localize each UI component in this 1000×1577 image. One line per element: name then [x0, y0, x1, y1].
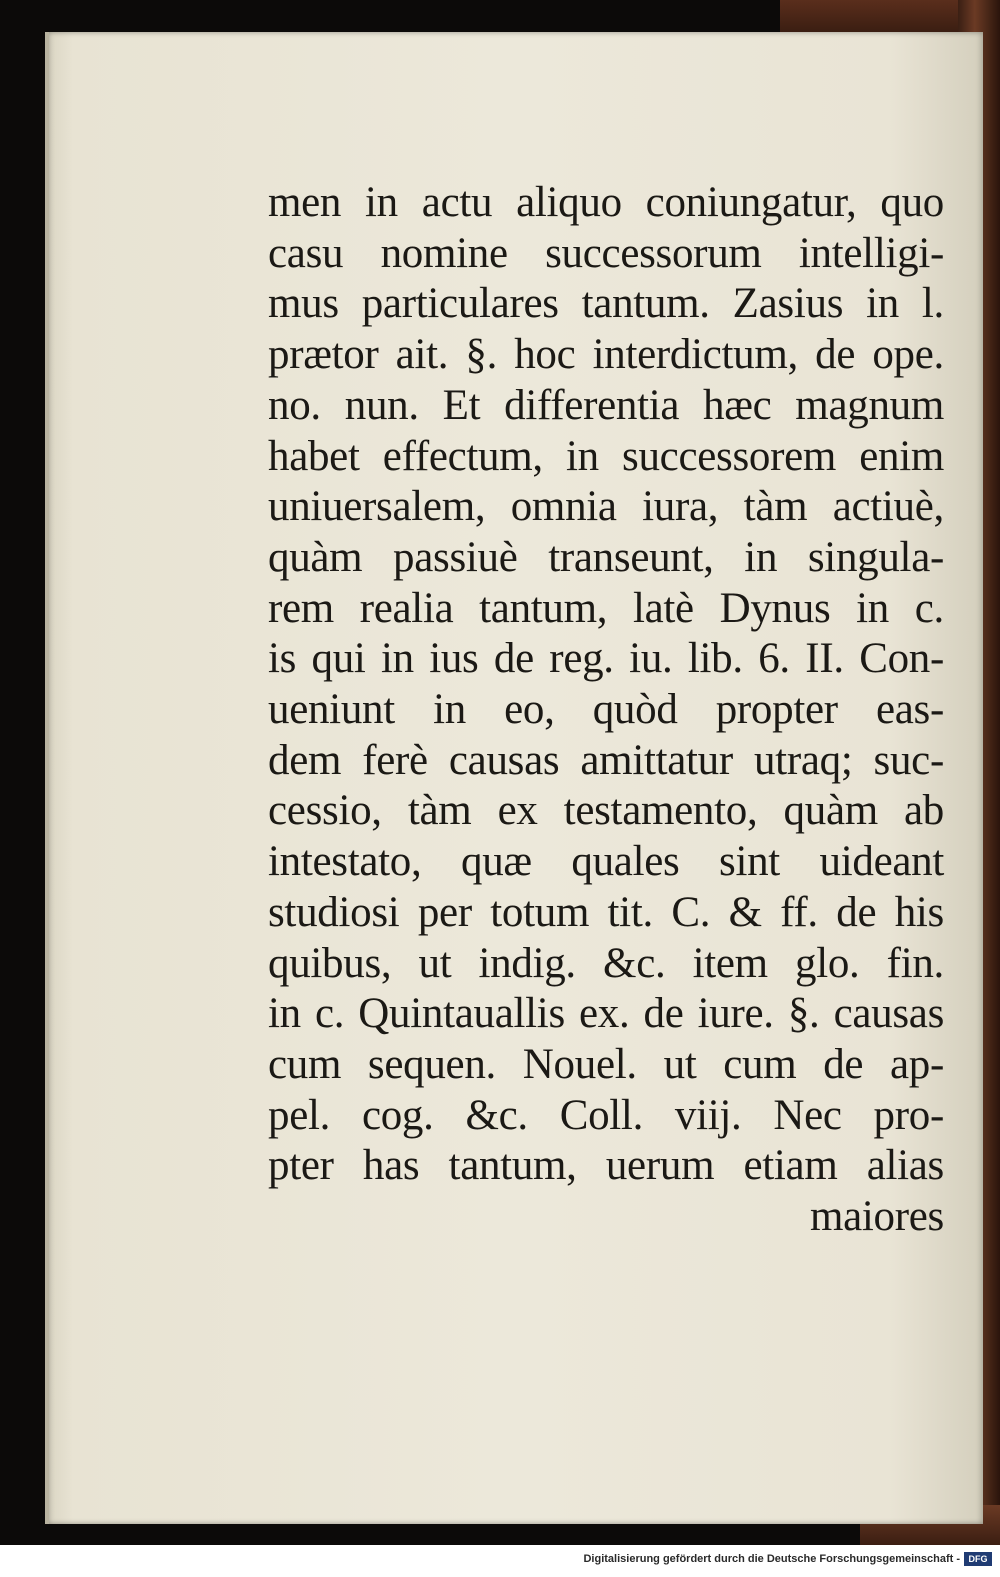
- text-line: prætor ait. §. hoc interdictum, de ope.: [268, 331, 944, 379]
- text-line: uniuersalem, omnia iura, tàm actiuè,: [268, 483, 944, 531]
- text-line: cum sequen. Nouel. ut cum de ap-: [268, 1040, 944, 1088]
- text-line: pel. cog. &c. Coll. viij. Nec pro-: [268, 1091, 944, 1139]
- text-line: rem realia tantum, latè Dynus in c.: [268, 584, 944, 632]
- text-line: pter has tantum, uerum etiam alias: [268, 1142, 944, 1190]
- text-line: is qui in ius de reg. iu. lib. 6. II. Con-: [268, 635, 944, 683]
- digitization-footer: [0, 1545, 1000, 1577]
- text-line: quàm passiuè transeunt, in singula-: [268, 533, 944, 581]
- text-line: ueniunt in eo, quòd propter eas-: [268, 686, 944, 734]
- text-line: intestato, quæ quales sint uideant: [268, 838, 944, 886]
- text-line: men in actu aliquo coniungatur, quo: [268, 179, 944, 226]
- page-edge: [45, 32, 49, 1524]
- text-line: cessio, tàm ex testamento, quàm ab: [268, 787, 944, 835]
- text-line: casu nomine successorum intelligi-: [268, 229, 944, 277]
- funding-credit: Digitalisierung gefördert durch die Deutsche Forschungsgemeinschaft -: [583, 1553, 960, 1565]
- text-line: quibus, ut indig. &c. item glo. fin.: [268, 939, 944, 987]
- text-line: habet effectum, in successorem enim: [268, 432, 944, 480]
- text-line: mus particulares tantum. Zasius in l.: [268, 280, 944, 328]
- text-line: no. nun. Et differentia hæc magnum: [268, 381, 944, 429]
- text-line: in c. Quintauallis ex. de iure. §. causas: [268, 990, 944, 1038]
- main-text-block: [268, 178, 948, 1243]
- text-line: dem ferè causas amittatur utraq; suc-: [268, 736, 944, 784]
- catchword: maiores: [809, 1193, 944, 1241]
- text-line: studiosi per totum tit. C. & ff. de his: [268, 888, 944, 936]
- dfg-logo: DFG: [964, 1552, 992, 1566]
